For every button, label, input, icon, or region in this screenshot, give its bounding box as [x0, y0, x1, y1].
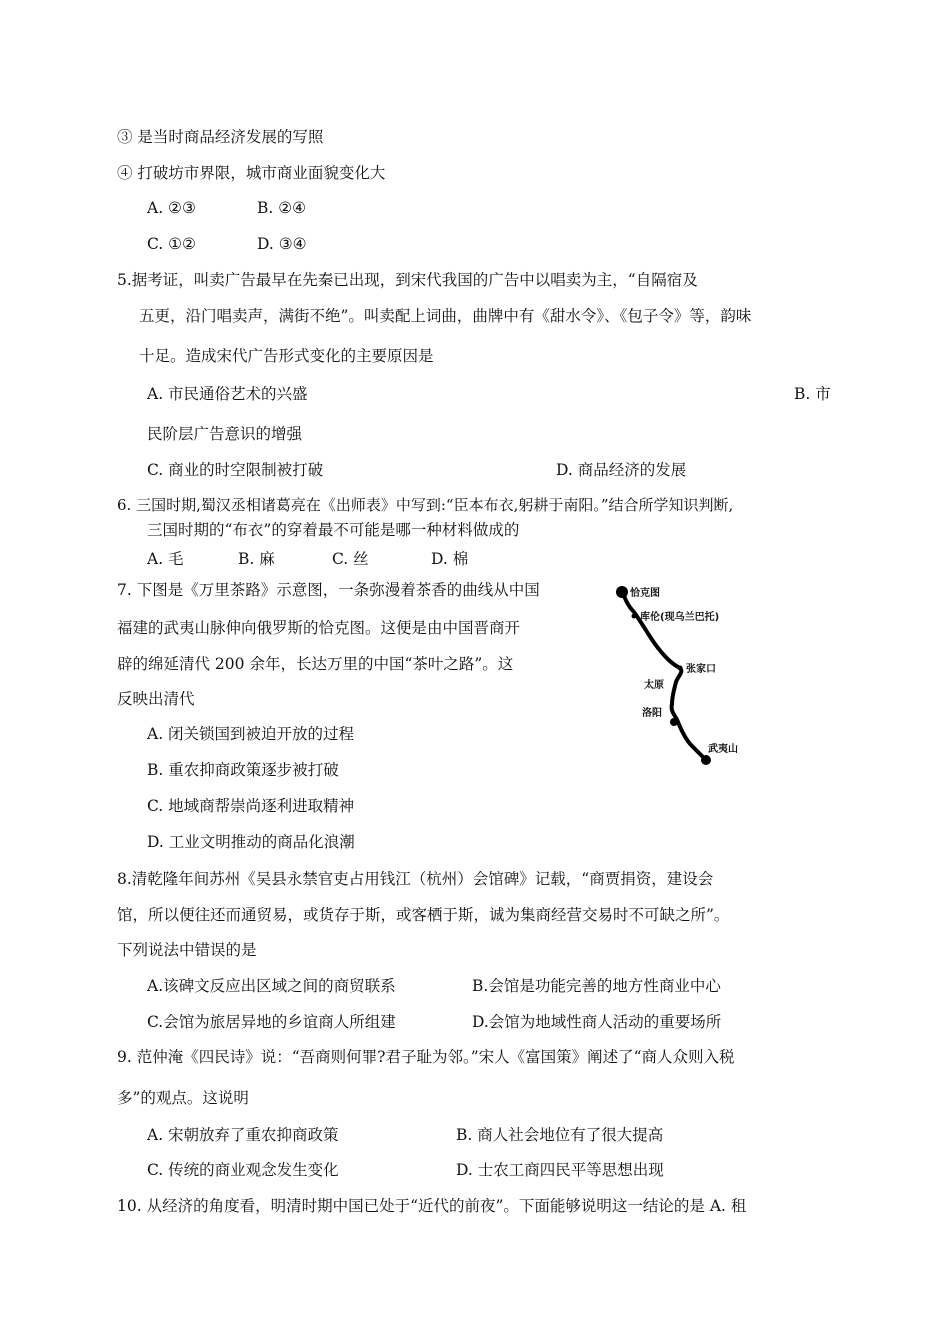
q7-option-c: C. 地域商帮崇尚逐利进取精神: [147, 797, 355, 815]
q5-stem-line3: 十足。造成宋代广告形式变化的主要原因是: [139, 347, 434, 365]
q6-option-b: B. 麻: [238, 550, 275, 568]
map-label-kulun: 库伦(现乌兰巴托): [640, 612, 720, 623]
q9-option-a: A. 宋朝放弃了重农抑商政策: [147, 1126, 339, 1144]
q6-option-d: D. 棉: [431, 550, 469, 568]
q5-option-a: A. 市民通俗艺术的兴盛: [147, 385, 308, 403]
kulun-marker: [632, 614, 637, 619]
q5-stem-line2: 五更，沿门唱卖声，满街不绝”。叫卖配上词曲，曲牌中有《甜水令》、《包子令》等，韵味: [139, 307, 752, 325]
map-label-kiakhta: 恰克图: [630, 588, 660, 599]
q9-option-d: D. 士农工商四民平等思想出现: [456, 1161, 664, 1179]
q7-option-b: B. 重农抑商政策逐步被打破: [147, 761, 339, 779]
map-label-zhangjiakou: 张家口: [686, 664, 716, 675]
q6-option-a: A. 毛: [147, 550, 184, 568]
q5-stem-line1: 5.据考证，叫卖广告最早在先秦已出现，到宋代我国的广告中以唱卖为主，“自隔宿及: [117, 271, 698, 289]
map-label-luoyang: 洛阳: [642, 708, 662, 719]
q4-option-d: D. ③④: [257, 235, 307, 253]
q8-stem-line3: 下列说法中错误的是: [117, 941, 257, 959]
kiakhta-marker: [616, 586, 628, 598]
q8-stem-line1: 8.清乾隆年间苏州《吴县永禁官吏占用钱江（杭州）会馆碑》记载，“商贾捐资，建设会: [117, 870, 714, 888]
q8-option-c: C.会馆为旅居异地的乡谊商人所组建: [147, 1013, 396, 1031]
map-label-taiyuan: 太原: [644, 680, 664, 691]
q5-option-d: D. 商品经济的发展: [556, 461, 687, 479]
q6-stem-line1: 6. 三国时期,蜀汉丞相诸葛亮在《出师表》中写到:“臣本布衣,躬耕于南阳。”结合所学知识判断,: [117, 496, 734, 514]
q4-option-a: A. ②③: [147, 199, 196, 217]
q4-option-b: B. ②④: [257, 199, 307, 217]
q7-option-d: D. 工业文明推动的商品化浪潮: [147, 833, 355, 851]
q8-option-d: D.会馆为地域性商人活动的重要场所: [472, 1013, 722, 1031]
statement-4: ④ 打破坊市界限，城市商业面貌变化大: [117, 164, 386, 182]
q9-option-b: B. 商人社会地位有了很大提高: [456, 1126, 664, 1144]
q9-option-c: C. 传统的商业观念发生变化: [147, 1161, 339, 1179]
luoyang-marker: [670, 718, 678, 726]
q7-option-a: A. 闭关锁国到被迫开放的过程: [147, 725, 355, 743]
q4-option-c: C. ①②: [147, 235, 196, 253]
q5-option-b-end: 民阶层广告意识的增强: [147, 425, 303, 443]
q8-stem-line2: 馆，所以便往还而通贸易，或货存于斯，或客栖于斯，诚为集商经营交易时不可缺之所”。: [117, 906, 730, 924]
q5-option-b-start: B. 市: [794, 385, 831, 403]
q9-stem-line1: 9. 范仲淹《四民诗》说：“吾商则何罪?君子耻为邻。”宋人《富国策》阐述了“商人众则入税: [117, 1048, 735, 1066]
q5-option-c: C. 商业的时空限制被打破: [147, 461, 324, 479]
q6-option-c: C. 丝: [332, 550, 369, 568]
q8-option-a: A.该碑文反应出区域之间的商贸联系: [147, 977, 396, 995]
q10-stem: 10. 从经济的角度看，明清时期中国已处于“近代的前夜”。下面能够说明这一结论的是 A. 租: [117, 1197, 747, 1215]
q8-option-b: B.会馆是功能完善的地方性商业中心: [472, 977, 721, 995]
tea-road-map: [600, 576, 760, 776]
q9-stem-line2: 多”的观点。这说明: [117, 1089, 249, 1107]
q7-stem-line4: 反映出清代: [117, 690, 195, 708]
q7-stem-line1: 7. 下图是《万里茶路》示意图，一条弥漫着茶香的曲线从中国: [117, 581, 540, 599]
q6-stem-line2: 三国时期的“布衣”的穿着最不可能是哪一种材料做成的: [147, 521, 520, 539]
wuyishan-marker: [701, 755, 711, 765]
statement-3: ③ 是当时商品经济发展的写照: [117, 128, 324, 146]
map-label-wuyishan: 武夷山: [708, 744, 738, 755]
q7-stem-line3: 辟的绵延清代 200 余年，长达万里的中国“茶叶之路”。这: [117, 655, 514, 673]
q7-stem-line2: 福建的武夷山脉伸向俄罗斯的恰克图。这便是由中国晋商开: [117, 619, 521, 637]
zhangjiakou-marker: [678, 666, 683, 671]
